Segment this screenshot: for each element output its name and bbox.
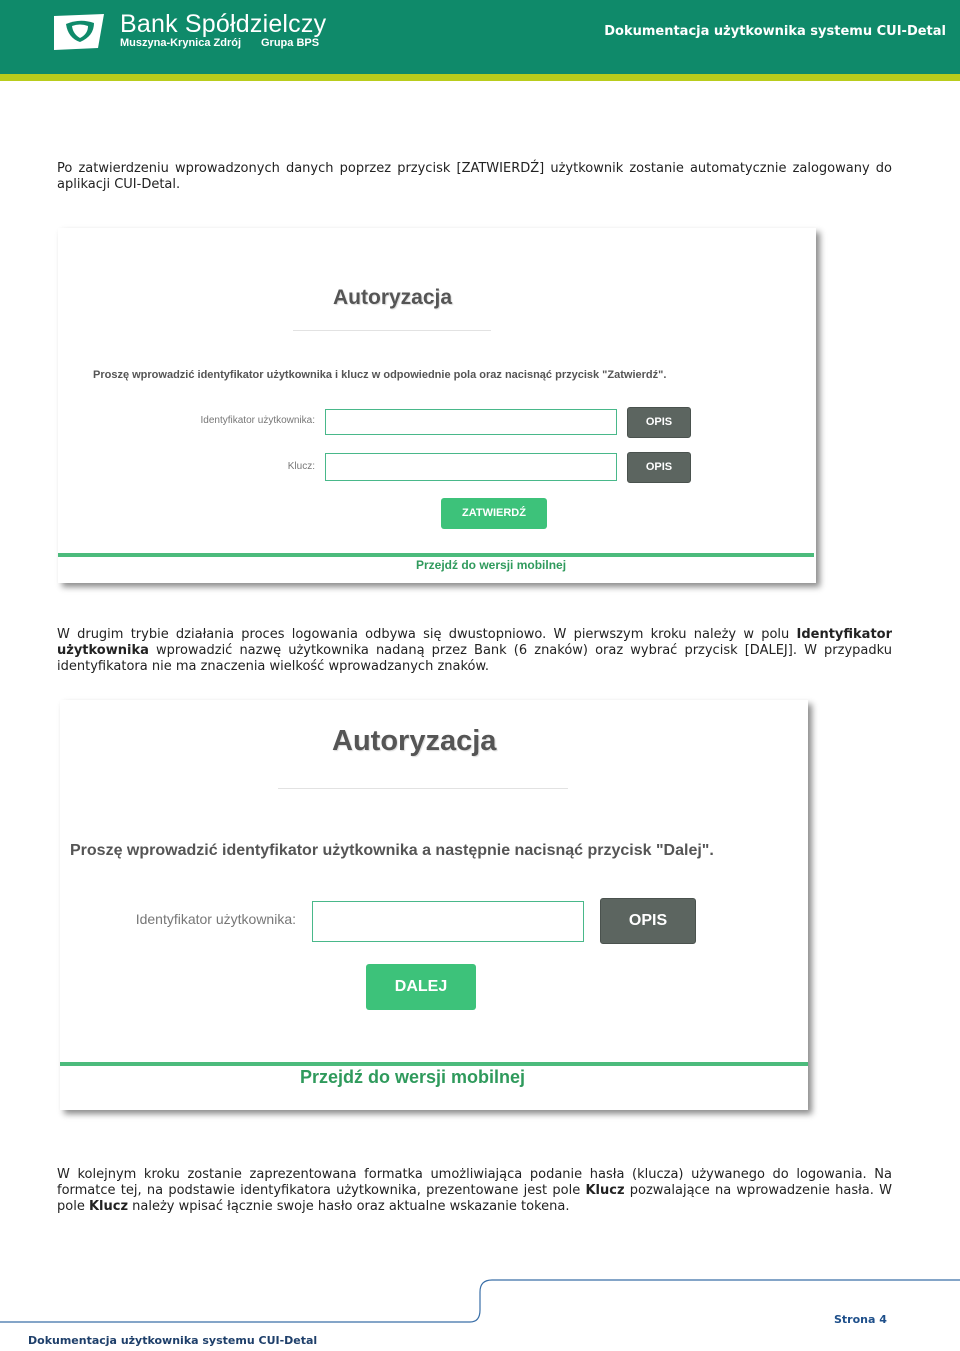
screen2-opis-button[interactable]: OPIS — [600, 898, 696, 944]
screen1-user-input[interactable] — [325, 409, 617, 435]
screen1-user-opis-button[interactable]: OPIS — [627, 407, 691, 438]
login-screenshot-1 — [58, 228, 816, 583]
screen2-instruction: Proszę wprowadzić identyfikator użytkownika a następnie nacisnąć przycisk "Dalej". — [70, 842, 714, 859]
paragraph-3 — [57, 1167, 892, 1215]
bank-location: Muszyna-Krynica Zdrój — [120, 37, 242, 49]
screen2-green-line — [60, 1062, 808, 1066]
screen1-mobile-link[interactable]: Przejdź do wersji mobilnej — [416, 558, 567, 572]
screen1-key-opis-button[interactable]: OPIS — [627, 452, 691, 483]
paragraph-2-text-2: wprowadzić nazwę użytkownika nadaną przez Bank (6 znaków) oraz wybrać przycisk [DALEJ]. W przypadku identyfikatora nie ma znaczenia wielkość wprowadzanych znaków. — [57, 643, 892, 674]
screen1-submit-button[interactable]: ZATWIERDŹ — [441, 498, 547, 529]
header-doc-title: Dokumentacja użytkownika systemu CUI-Detal — [604, 24, 946, 39]
paragraph-3-bold-2: Klucz — [88, 1199, 129, 1214]
screen1-green-line — [58, 553, 814, 557]
page-header — [0, 0, 960, 74]
bank-logo-icon — [50, 12, 110, 52]
paragraph-3-text-2: pozwalające na wprowadzenie hasła. W pole — [57, 1183, 892, 1214]
screen2-mobile-link[interactable]: Przejdź do wersji mobilnej — [300, 1067, 526, 1087]
screen2-user-label: Identyfikator użytkownika: — [135, 911, 296, 927]
screen1-instruction: Proszę wprowadzić identyfikator użytkownika i klucz w odpowiednie pola oraz nacisnąć przycisk "Zatwierdź". — [93, 369, 667, 381]
screen2-user-input[interactable] — [312, 901, 584, 942]
screen1-user-label: Identyfikator użytkownika: — [200, 415, 315, 426]
bank-name: Bank Spółdzielczy — [120, 10, 327, 38]
screen1-key-input[interactable] — [325, 453, 617, 481]
login-screenshot-2 — [60, 700, 808, 1110]
header-accent-stripe — [0, 74, 960, 81]
footer-curve-line — [0, 1270, 960, 1330]
screen1-title: Autoryzacja — [333, 286, 453, 309]
paragraph-3-text-3: należy wpisać łącznie swoje hasło oraz aktualne wskazanie tokena. — [128, 1199, 570, 1214]
screen1-key-label: Klucz: — [287, 461, 315, 472]
screen2-title-divider — [278, 788, 568, 789]
paragraph-2 — [57, 627, 892, 675]
page-number: Strona 4 — [834, 1313, 887, 1326]
paragraph-1: Po zatwierdzeniu wprowadzonych danych poprzez przycisk [ZATWIERDŹ] użytkownik zostanie automatycznie zalogowany do aplikacji CUI-Detal. — [57, 161, 892, 192]
footer-doc-title: Dokumentacja użytkownika systemu CUI-Detal — [28, 1334, 318, 1347]
paragraph-2-text-1: W drugim trybie działania proces logowania odbywa się dwustopniowo. W pierwszym kroku należy w polu — [57, 627, 797, 642]
bank-group: Grupa BPS — [261, 37, 320, 49]
paragraph-3-bold-1: Klucz — [585, 1183, 625, 1198]
screen2-title: Autoryzacja — [332, 725, 497, 757]
screen2-next-button[interactable]: DALEJ — [366, 964, 476, 1010]
paragraph-2-bold-1: Identyfikator użytkownika — [57, 627, 892, 658]
paragraph-3-text-1: W kolejnym kroku zostanie zaprezentowana formatka umożliwiająca podanie hasła (klucza) używanego do logowania. Na formatce tej, na podstawie identyfikatora użytkownika, prezentowane jest pole — [57, 1167, 892, 1198]
screen1-title-divider — [293, 330, 491, 331]
